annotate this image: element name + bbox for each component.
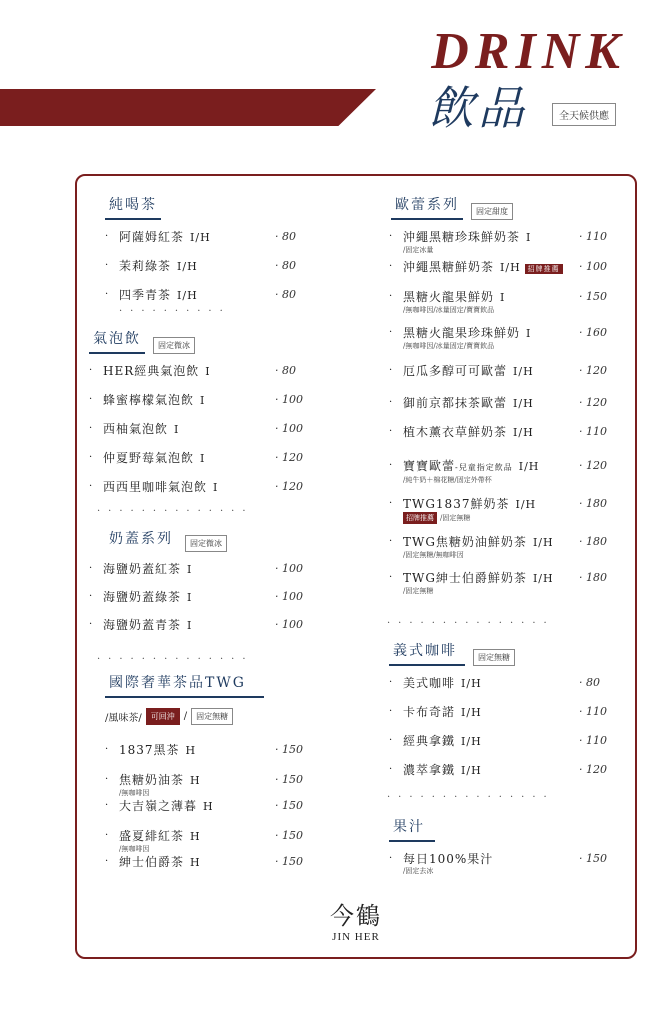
header-banner xyxy=(0,89,376,126)
bullet: · xyxy=(389,426,393,437)
menu-item xyxy=(389,230,629,260)
item-price-value: 150 xyxy=(282,773,303,786)
menu-item xyxy=(389,763,629,792)
bullet: · xyxy=(89,365,93,376)
item-price: · 120 xyxy=(275,451,303,464)
item-price: · 150 xyxy=(579,852,607,865)
item-name xyxy=(103,451,365,466)
item-size: I xyxy=(213,481,219,494)
item-price: · 100 xyxy=(275,618,303,631)
item-note-text: /固定無糖/無咖啡因 xyxy=(403,551,464,559)
item-price: · 110 xyxy=(579,734,607,747)
item-name-text: 茉莉綠茶 xyxy=(119,259,172,273)
item-name xyxy=(103,562,365,577)
item-name xyxy=(119,288,365,303)
item-price: · 80 xyxy=(275,288,296,301)
item-size: I xyxy=(200,394,206,407)
menu-item xyxy=(389,364,629,396)
item-name xyxy=(103,393,365,408)
item-name-text: 1837黑茶 xyxy=(119,743,180,757)
menu-item xyxy=(105,855,365,885)
item-price-value: 150 xyxy=(282,799,303,812)
bullet: · xyxy=(105,800,109,811)
section-title: 國際奢華茶品TWG xyxy=(105,672,264,698)
item-note-text: /純牛奶＋棉花糖/固定外帶杯 xyxy=(403,476,492,484)
item-size: I/H xyxy=(461,764,482,777)
item-price-value: 80 xyxy=(282,230,296,243)
menu-item xyxy=(105,773,365,799)
menu-item xyxy=(105,829,365,855)
item-size: I/H xyxy=(532,536,554,549)
item-price: · 80 xyxy=(579,676,600,689)
logo-chinese: 今鶴 xyxy=(330,902,382,930)
bullet: · xyxy=(105,856,109,867)
section-espresso xyxy=(389,640,629,792)
twg-tags: /風味茶/ 可回沖 / 固定無糖 xyxy=(105,708,365,725)
item-price-value: 120 xyxy=(586,396,607,409)
item-size: I xyxy=(200,452,206,465)
bullet: · xyxy=(389,231,393,242)
item-price-value: 180 xyxy=(586,535,607,548)
item-price-value: 180 xyxy=(586,571,607,584)
item-name-text: 海鹽奶蓋紅茶 xyxy=(103,562,182,576)
item-price: · 180 xyxy=(579,535,607,548)
item-name-text: 紳士伯爵茶 xyxy=(119,855,185,869)
section-foam xyxy=(89,528,365,646)
item-name-wrap xyxy=(119,743,365,758)
item-size: I xyxy=(205,365,211,378)
item-price: · 100 xyxy=(275,393,303,406)
menu-item xyxy=(89,618,365,646)
item-name xyxy=(119,799,365,814)
bullet: · xyxy=(105,231,109,242)
signature-badge: 招牌推薦 xyxy=(525,264,563,274)
item-size: H xyxy=(190,856,201,869)
item-name-wrap xyxy=(103,480,365,495)
item-size: I/H xyxy=(532,572,554,585)
section-title: 奶蓋系列 xyxy=(109,531,173,547)
item-name-text: 經典拿鐵 xyxy=(403,734,456,748)
item-name xyxy=(103,480,365,495)
all-day-tag: 全天候供應 xyxy=(552,103,616,126)
item-name-wrap xyxy=(119,230,365,245)
bullet: · xyxy=(89,619,93,630)
item-name-text: 焦糖奶油茶 xyxy=(119,773,185,787)
item-name-text: 每日100%果汁 xyxy=(403,852,494,866)
divider-dots: ·········· xyxy=(119,306,231,317)
item-price: · 180 xyxy=(579,497,607,510)
item-name-text: TWG焦糖奶油鮮奶茶 xyxy=(403,535,527,549)
bullet: · xyxy=(389,261,393,272)
menu-item xyxy=(105,230,365,259)
item-size: I xyxy=(187,563,193,576)
item-note xyxy=(403,245,629,255)
item-price-value: 120 xyxy=(586,763,607,776)
section-tag: 固定無糖 xyxy=(473,649,515,666)
item-name-text: 美式咖啡 xyxy=(403,676,456,690)
bullet: · xyxy=(389,460,393,471)
item-size: H xyxy=(185,744,197,757)
bullet: · xyxy=(105,830,109,841)
item-price: · 150 xyxy=(275,855,303,868)
item-note xyxy=(403,550,629,560)
item-price-value: 80 xyxy=(586,676,600,689)
item-name-text: 沖繩黑糖珍珠鮮奶茶 xyxy=(403,230,521,244)
section-title: 歐蕾系列 xyxy=(391,194,463,220)
section-milk xyxy=(389,194,629,601)
item-price: · 110 xyxy=(579,425,607,438)
menu-item xyxy=(89,480,365,509)
menu-item xyxy=(389,676,629,705)
menu-item xyxy=(105,799,365,829)
bullet: · xyxy=(389,735,393,746)
divider-dots: ··············· xyxy=(387,792,555,803)
item-name-text: 厄瓜多醇可可歐蕾 xyxy=(403,364,508,378)
item-name-text: 黑糖火龍果珍珠鮮奶 xyxy=(403,326,521,340)
item-name-wrap xyxy=(103,618,365,633)
item-name-text: 濃萃拿鐵 xyxy=(403,763,456,777)
item-note xyxy=(403,866,629,876)
section-title: 果汁 xyxy=(389,816,435,842)
item-name-text: 黑糖火龍果鮮奶 xyxy=(403,290,495,304)
item-name-text: HER經典氣泡飲 xyxy=(103,364,200,378)
item-name-wrap xyxy=(119,259,365,274)
item-price-value: 80 xyxy=(282,259,296,272)
item-price: · 80 xyxy=(275,364,296,377)
item-size: I/H xyxy=(461,735,482,748)
bullet: · xyxy=(389,327,393,338)
item-name-text: 盛夏緋紅茶 xyxy=(119,829,185,843)
menu-item xyxy=(389,571,629,601)
divider-dots: ·············· xyxy=(97,654,254,665)
item-size: I/H xyxy=(177,260,198,273)
item-name-text: 西西里咖啡氣泡飲 xyxy=(103,480,208,494)
menu-item xyxy=(89,422,365,451)
refill-tag: 可回沖 xyxy=(146,708,180,725)
item-size: I/H xyxy=(513,365,534,378)
bullet: · xyxy=(389,291,393,302)
bullet: · xyxy=(89,394,93,405)
item-price: · 180 xyxy=(579,571,607,584)
item-name-text: 卡布奇諾 xyxy=(403,705,456,719)
bullet: · xyxy=(89,563,93,574)
title-chinese: 飲品 xyxy=(428,81,528,135)
item-name-wrap xyxy=(119,855,365,870)
item-name-wrap xyxy=(103,562,365,577)
item-name xyxy=(103,618,365,633)
bullet: · xyxy=(105,260,109,271)
bullet: · xyxy=(389,572,393,583)
item-note-text: /無咖啡因/冰量固定/寶寶飲品 xyxy=(403,342,495,350)
item-size: I/H xyxy=(500,261,521,274)
item-note xyxy=(403,305,629,315)
item-price-value: 150 xyxy=(282,855,303,868)
item-name-wrap xyxy=(103,393,365,408)
item-note xyxy=(119,844,365,854)
item-price: · 150 xyxy=(275,773,303,786)
item-price: · 120 xyxy=(579,396,607,409)
item-note xyxy=(403,475,629,485)
item-price: · 150 xyxy=(579,290,607,303)
bullet: · xyxy=(389,706,393,717)
item-name-text: 沖繩黑糖鮮奶茶 xyxy=(403,260,495,274)
item-price-value: 150 xyxy=(282,743,303,756)
item-price: · 110 xyxy=(579,705,607,718)
item-name-wrap xyxy=(103,422,365,437)
item-price: · 100 xyxy=(579,260,607,273)
title-english: DRINK xyxy=(431,23,626,80)
item-note-text: /無咖啡因 xyxy=(119,789,150,797)
bullet: · xyxy=(389,397,393,408)
item-name-text: 仲夏野莓氣泡飲 xyxy=(103,451,195,465)
menu-item xyxy=(89,364,365,393)
item-price-value: 80 xyxy=(282,288,296,301)
item-note xyxy=(403,512,629,524)
menu-item xyxy=(389,705,629,734)
item-price: · 100 xyxy=(275,422,303,435)
section-tag: 固定甜度 xyxy=(471,203,513,220)
section-tag: 固定微冰 xyxy=(185,535,227,552)
item-name xyxy=(119,743,365,758)
item-price-value: 100 xyxy=(282,590,303,603)
item-name xyxy=(103,590,365,605)
menu-item xyxy=(89,451,365,480)
item-name xyxy=(103,422,365,437)
item-note xyxy=(403,341,629,351)
section-juice xyxy=(389,816,629,882)
menu-item xyxy=(89,393,365,422)
item-size: I xyxy=(526,327,532,340)
bullet: · xyxy=(389,853,393,864)
item-name xyxy=(119,230,365,245)
item-size: I/H xyxy=(513,397,534,410)
menu-item xyxy=(389,326,629,364)
item-name-wrap xyxy=(103,590,365,605)
item-price: · 100 xyxy=(275,590,303,603)
item-price-value: 160 xyxy=(586,326,607,339)
item-size: I/H xyxy=(177,289,198,302)
item-note-text: /固定去冰 xyxy=(403,867,434,875)
menu-item xyxy=(389,852,629,882)
item-size: H xyxy=(190,774,201,787)
item-price-value: 120 xyxy=(586,459,607,472)
menu-item xyxy=(389,425,629,459)
item-price-value: 120 xyxy=(282,480,303,493)
item-name-text: 海鹽奶蓋綠茶 xyxy=(103,590,182,604)
item-price-value: 100 xyxy=(282,562,303,575)
item-price-value: 150 xyxy=(586,852,607,865)
item-name xyxy=(119,829,365,844)
item-price: · 120 xyxy=(579,763,607,776)
item-name xyxy=(119,773,365,788)
item-price-value: 100 xyxy=(282,393,303,406)
logo-english: JIN HER xyxy=(332,931,380,943)
item-name-text: 植木薰衣草鮮奶茶 xyxy=(403,425,508,439)
item-suffix: -兒童指定飲品 xyxy=(455,463,513,472)
section-pure-tea xyxy=(105,194,365,317)
item-name-text: 寶寶歐蕾 xyxy=(403,459,456,473)
menu-item xyxy=(389,535,629,571)
item-name-wrap xyxy=(119,773,365,798)
item-size: H xyxy=(190,830,201,843)
section-sparkling xyxy=(89,328,365,509)
item-size: I xyxy=(187,619,193,632)
item-price-value: 180 xyxy=(586,497,607,510)
menu-frame xyxy=(75,174,637,959)
bullet: · xyxy=(389,764,393,775)
item-name-text: 御前京都抹茶歐蕾 xyxy=(403,396,508,410)
item-name-wrap xyxy=(103,451,365,466)
item-size: I/H xyxy=(515,498,537,511)
bullet: · xyxy=(89,452,93,463)
item-price: · 160 xyxy=(579,326,607,339)
item-price-value: 100 xyxy=(586,260,607,273)
bullet: · xyxy=(105,289,109,300)
item-name xyxy=(103,364,365,379)
item-size: H xyxy=(203,800,214,813)
item-price-value: 100 xyxy=(282,618,303,631)
item-note-text: /無咖啡因 xyxy=(119,845,150,853)
section-title: 義式咖啡 xyxy=(389,640,465,666)
bullet: · xyxy=(389,677,393,688)
item-price-value: 100 xyxy=(282,422,303,435)
menu-item xyxy=(389,734,629,763)
item-note xyxy=(403,586,629,596)
item-name xyxy=(119,259,365,274)
item-size: I xyxy=(500,291,506,304)
item-name-text: 四季青茶 xyxy=(119,288,172,302)
item-note-text: /固定無糖 xyxy=(440,514,471,522)
section-title: 氣泡飲 xyxy=(89,328,145,354)
item-name-text: TWG1837鮮奶茶 xyxy=(403,497,510,511)
section-tag: 固定微冰 xyxy=(153,337,195,354)
item-name-wrap xyxy=(119,829,365,854)
bullet: · xyxy=(89,481,93,492)
item-price-value: 110 xyxy=(586,705,607,718)
menu-item xyxy=(89,590,365,618)
item-price: · 120 xyxy=(579,459,607,472)
item-price: · 110 xyxy=(579,230,607,243)
bullet: · xyxy=(105,774,109,785)
item-name-wrap xyxy=(103,364,365,379)
brand-logo xyxy=(316,896,396,943)
item-size: I/H xyxy=(461,677,482,690)
section-title: 純喝茶 xyxy=(105,194,161,220)
bullet: · xyxy=(389,365,393,376)
menu-item xyxy=(389,290,629,326)
item-size: I/H xyxy=(190,231,211,244)
menu-item xyxy=(105,743,365,773)
menu-item xyxy=(389,497,629,535)
item-name-text: 蜂蜜檸檬氣泡飲 xyxy=(103,393,195,407)
item-price: · 120 xyxy=(579,364,607,377)
bullet: · xyxy=(389,536,393,547)
item-size: I/H xyxy=(513,426,534,439)
item-size: I xyxy=(187,591,193,604)
item-note xyxy=(119,788,365,798)
item-note-text: /固定無糖 xyxy=(403,587,434,595)
bullet: · xyxy=(89,591,93,602)
item-price-value: 150 xyxy=(282,829,303,842)
item-size: I xyxy=(526,231,532,244)
bullet: · xyxy=(105,744,109,755)
nosugar-tag: 固定無糖 xyxy=(191,708,233,725)
item-name-text: 阿薩姆紅茶 xyxy=(119,230,185,244)
menu-item xyxy=(89,562,365,590)
item-price: · 120 xyxy=(275,480,303,493)
item-name-text: 大吉嶺之薄暮 xyxy=(119,799,198,813)
item-price-value: 150 xyxy=(586,290,607,303)
item-name-text: 西柚氣泡飲 xyxy=(103,422,169,436)
item-name xyxy=(119,855,365,870)
menu-item xyxy=(105,259,365,288)
item-name-wrap xyxy=(119,799,365,814)
item-name-text: 海鹽奶蓋青茶 xyxy=(103,618,182,632)
item-price: · 100 xyxy=(275,562,303,575)
item-size: I/H xyxy=(461,706,482,719)
item-note-text: /無咖啡因/冰量固定/寶寶飲品 xyxy=(403,306,495,314)
flavor-label: /風味茶/ xyxy=(105,713,142,724)
divider-dots: ·············· xyxy=(97,506,254,517)
item-note-text: /固定冰量 xyxy=(403,246,434,254)
item-price-value: 120 xyxy=(586,364,607,377)
menu-item xyxy=(389,396,629,425)
item-price-value: 80 xyxy=(282,364,296,377)
item-name-wrap xyxy=(119,288,365,303)
item-price: · 150 xyxy=(275,743,303,756)
menu-item xyxy=(389,459,629,497)
item-price-value: 110 xyxy=(586,734,607,747)
item-name-text: TWG紳士伯爵鮮奶茶 xyxy=(403,571,527,585)
item-price-value: 110 xyxy=(586,230,607,243)
signature-badge: 招牌推薦 xyxy=(403,512,437,524)
item-price-value: 120 xyxy=(282,451,303,464)
bullet: · xyxy=(389,498,393,509)
item-price: · 80 xyxy=(275,230,296,243)
item-size: I xyxy=(174,423,180,436)
divider-dots: ··············· xyxy=(387,618,555,629)
item-price: · 150 xyxy=(275,799,303,812)
item-size: I/H xyxy=(518,460,540,473)
item-price: · 150 xyxy=(275,829,303,842)
bullet: · xyxy=(89,423,93,434)
item-price-value: 110 xyxy=(586,425,607,438)
menu-item xyxy=(389,260,629,290)
item-price: · 80 xyxy=(275,259,296,272)
section-twg xyxy=(105,672,365,885)
